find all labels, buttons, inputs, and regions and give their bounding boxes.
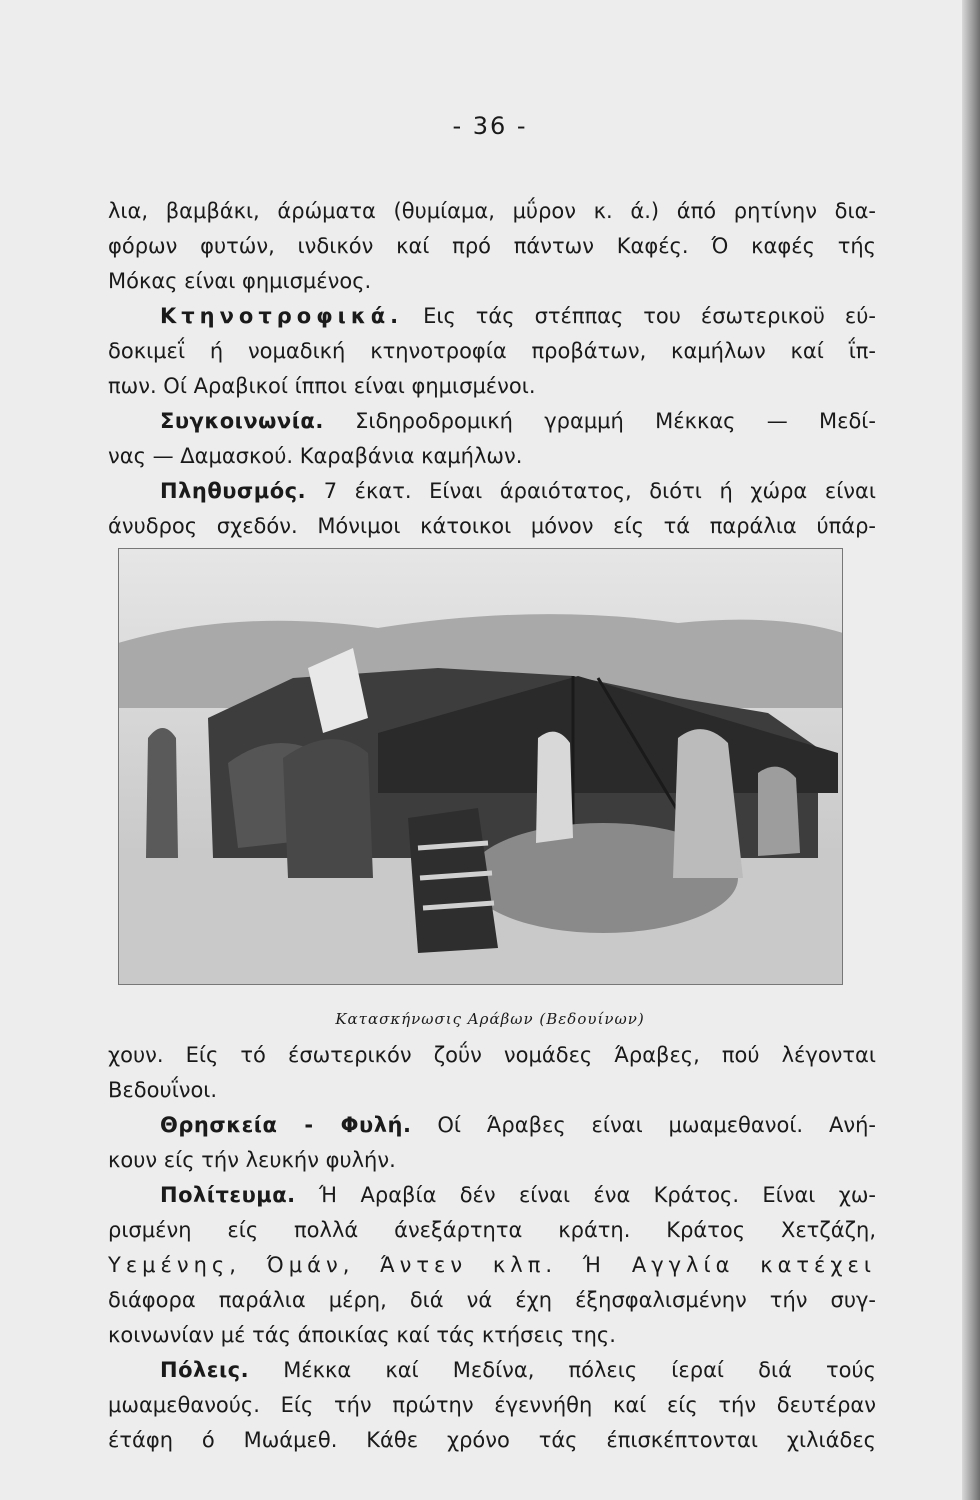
text-line: χουν. Είς τό έσωτερικόν ζοΰν νομάδες Άραβες, πού λέγονται bbox=[108, 1043, 876, 1067]
text-line: Υεμένης, Όμάν, Άντεν κλπ. Ή Αγγλία κατέχει bbox=[108, 1253, 876, 1277]
text-line: Πληθυσμός. 7 έκατ. Είναι άραιότατος, διότι ή χώρα είναι bbox=[160, 479, 876, 503]
text-block-top bbox=[108, 194, 876, 544]
figure-far-left bbox=[146, 728, 178, 858]
section-heading: Πόλεις. bbox=[160, 1358, 250, 1382]
page-number: - 36 - bbox=[452, 112, 528, 140]
section-heading: Κτηνοτροφικά. bbox=[160, 304, 404, 328]
section-heading: Πληθυσμός. bbox=[160, 479, 307, 503]
page-edge bbox=[962, 0, 980, 1500]
text-line: μωαμεθανούς. Είς τήν πρώτην έγεννήθη καί είς τήν δευτέραν bbox=[108, 1393, 876, 1417]
text-block-bottom bbox=[108, 1038, 876, 1458]
text-line: Βεδουΐνοι. bbox=[108, 1078, 218, 1102]
figure-far-right bbox=[758, 767, 800, 856]
text-line: Θρησκεία - Φυλή. Οί Άραβες είναι μωαμεθανοί. Ανή- bbox=[160, 1113, 876, 1137]
text-line: άνυδρος σχεδόν. Μόνιμοι κάτοικοι μόνον είς τά παράλια ύπάρ- bbox=[108, 514, 876, 538]
figure-caption: Κατασκήνωσις Αράβων (Βεδουίνων) bbox=[335, 1010, 645, 1028]
text-line: λια, βαμβάκι, άρώματα (θυμίαμα, μΰρον κ. ά.) άπό ρητίνην δια- bbox=[108, 199, 876, 223]
bedouin-camp-photo bbox=[118, 548, 843, 985]
text-line: ρισμένη είς πολλά άνεξάρτητα κράτη. Κράτος Χετζάζη, bbox=[108, 1218, 876, 1242]
text-line: Συγκοινωνία. Σιδηροδρομική γραμμή Μέκκας — Μεδί- bbox=[160, 409, 876, 433]
section-heading: Πολίτευμα. bbox=[160, 1183, 296, 1207]
section-heading: Συγκοινωνία. bbox=[160, 409, 324, 433]
camp-photo-illustration bbox=[118, 548, 843, 985]
text-line: κουν είς τήν λευκήν φυλήν. bbox=[108, 1148, 396, 1172]
text-line: δοκιμεΐ ή νομαδική κτηνοτροφία προβάτων, καμήλων καί ΐπ- bbox=[108, 339, 876, 363]
section-heading: Θρησκεία - Φυλή. bbox=[160, 1113, 412, 1137]
text-line: Πολίτευμα. Ή Αραβία δέν είναι ένα Κράτος. Είναι χω- bbox=[160, 1183, 876, 1207]
text-line: Κτηνοτροφικά. Εις τάς στέππας του έσωτερικοϋ εύ- bbox=[160, 304, 876, 328]
camel-saddle bbox=[283, 739, 373, 878]
text-line: κοινωνίαν μέ τάς άποικίας καί τάς κτήσεις της. bbox=[108, 1323, 616, 1347]
text-line: πων. Οί Αραβικοί ίπποι είναι φημισμένοι. bbox=[108, 374, 536, 398]
text-line: φόρων φυτών, ινδικόν καί πρό πάντων Καφές. Ό καφές τής bbox=[108, 234, 876, 258]
text-line: Μόκας είναι φημισμένος. bbox=[108, 269, 372, 293]
text-line: διάφορα παράλια μέρη, διά νά έχη έξησφαλισμένην τήν συγ- bbox=[108, 1288, 876, 1312]
text-line: Πόλεις. Μέκκα καί Μεδίνα, πόλεις ίεραί διά τούς bbox=[160, 1358, 876, 1382]
text-line: νας — Δαμασκού. Καραβάνια καμήλων. bbox=[108, 444, 523, 468]
figure-white-robe bbox=[536, 732, 573, 843]
text-line: έτάφη ό Μωάμεθ. Κάθε χρόνο τάς έπισκέπτονται χιλιάδες bbox=[108, 1428, 876, 1452]
